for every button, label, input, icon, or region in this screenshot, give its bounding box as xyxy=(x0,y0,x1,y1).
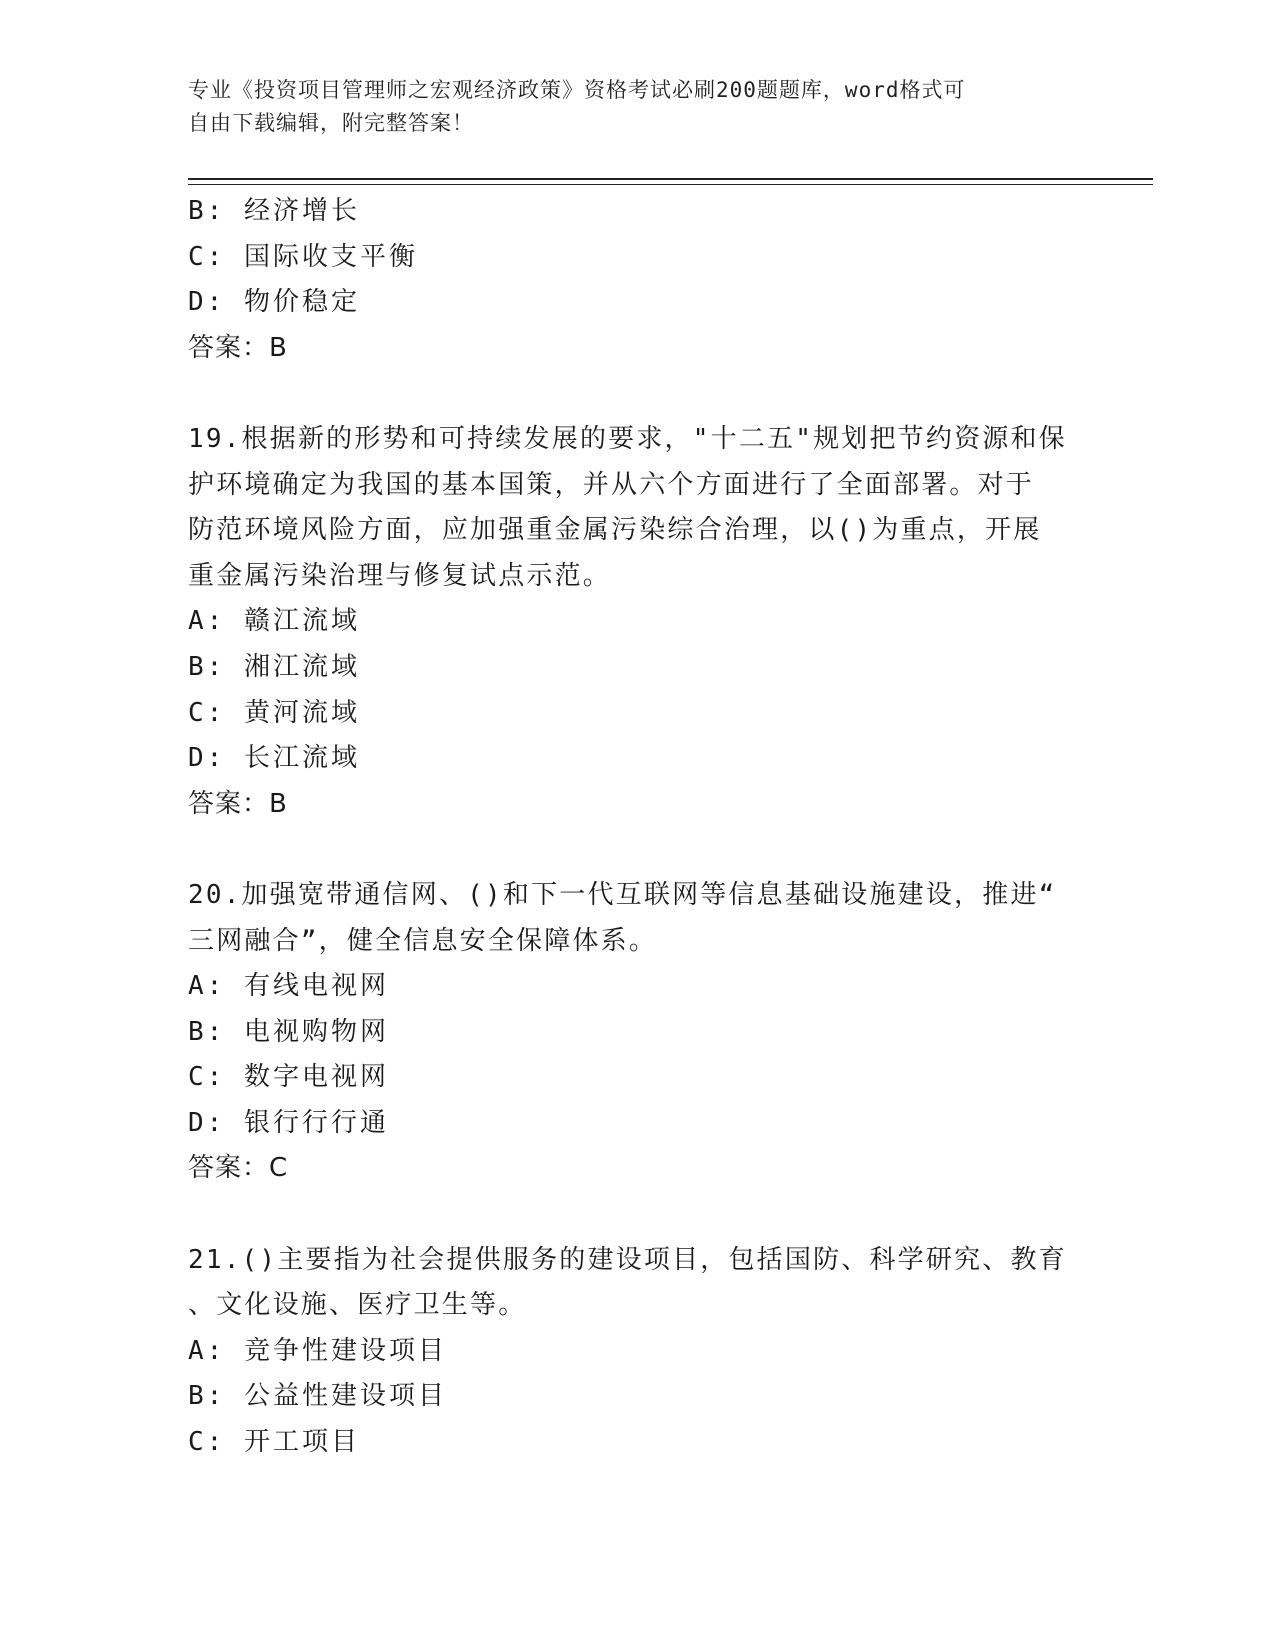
question-19 xyxy=(188,417,1088,827)
question-stem-line: 20.加强宽带通信网、()和下一代互联网等信息基础设施建设，推进“ xyxy=(188,879,1057,910)
option-b: B: 湘江流域 xyxy=(188,651,360,682)
header-line-1: 专业《投资项目管理师之宏观经济政策》资格考试必刷200题题库，word格式可 xyxy=(188,78,966,102)
option-d: D: 长江流域 xyxy=(188,743,360,774)
header-line-2: 自由下载编辑，附完整答案！ xyxy=(188,111,474,135)
option-d: D: 银行行行通 xyxy=(188,1107,389,1138)
question-stem-line: 19.根据新的形势和可持续发展的要求，"十二五"规划把节约资源和保 xyxy=(188,423,1067,454)
option-a: A: 竞争性建设项目 xyxy=(188,1335,447,1366)
option-c: C: 黄河流域 xyxy=(188,697,360,728)
option-b: B: 经济增长 xyxy=(188,196,360,226)
answer-line: 答案：C xyxy=(188,1153,289,1184)
spacer xyxy=(188,371,1088,417)
answer-line: 答案：B xyxy=(188,332,288,363)
header-divider-thin xyxy=(188,184,1153,185)
option-c: C: 国际收支平衡 xyxy=(188,241,418,272)
answer-line: 答案：B xyxy=(188,788,288,819)
question-list xyxy=(188,189,1088,1466)
option-a: A: 有线电视网 xyxy=(188,971,389,1002)
header-divider-thick xyxy=(188,178,1153,180)
option-c: C: 数字电视网 xyxy=(188,1062,389,1093)
question-20 xyxy=(188,873,1088,1192)
option-c: C: 开工项目 xyxy=(188,1427,360,1458)
question-stem-line: 护环境确定为我国的基本国策，并从六个方面进行了全面部署。对于 xyxy=(188,469,1035,500)
option-d: D: 物价稳定 xyxy=(188,287,360,318)
question-21 xyxy=(188,1238,1088,1466)
question-stem-line: 21.()主要指为社会提供服务的建设项目，包括国防、科学研究、教育 xyxy=(188,1244,1067,1275)
document-header xyxy=(188,74,1068,140)
option-b: B: 电视购物网 xyxy=(188,1016,389,1047)
question-stem-line: 重金属污染治理与修复试点示范。 xyxy=(188,560,612,591)
option-b: B: 公益性建设项目 xyxy=(188,1381,447,1412)
question-stem-line: 防范环境风险方面，应加强重金属污染综合治理，以()为重点，开展 xyxy=(188,515,1042,546)
question-stem-line: 三网融合”，健全信息安全保障体系。 xyxy=(188,925,658,956)
question-18-tail xyxy=(188,189,1088,371)
option-a: A: 赣江流域 xyxy=(188,606,360,637)
spacer xyxy=(188,827,1088,873)
spacer xyxy=(188,1192,1088,1238)
question-stem-line: 、文化设施、医疗卫生等。 xyxy=(188,1290,527,1321)
